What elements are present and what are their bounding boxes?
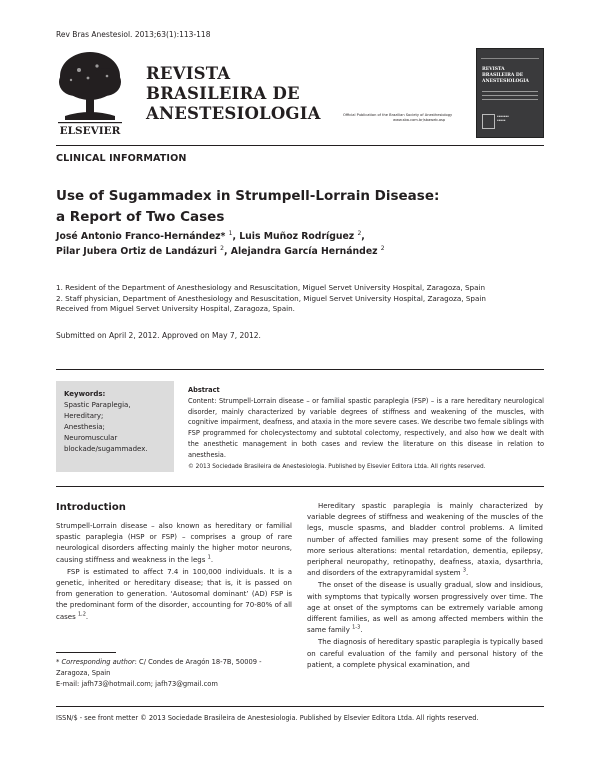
- publisher-name: ELSEVIER: [59, 125, 121, 136]
- section-label: CLINICAL INFORMATION: [56, 153, 187, 164]
- submission-dates: Submitted on April 2, 2012. Approved on May 7, 2012.: [56, 331, 261, 340]
- journal-title: REVISTA BRASILEIRA DE ANESTESIOLOGIA: [146, 64, 321, 123]
- article-title: Use of Sugammadex in Strumpell-Lorrain Disease: a Report of Two Cases: [56, 188, 440, 225]
- cover-image: [482, 114, 495, 129]
- header-rule: [56, 145, 544, 146]
- affiliations: 1. Resident of the Department of Anesthesiology and Resuscitation, Miguel Servet University Hospital, Zaragoza, Spain 2. Staff physician, Department of Anesthesiology and Resuscitation, Miguel Servet University Hospital, Zaragoza, Spain Received from Miguel Servet University Hospital, Zaragoza, Spain.: [56, 283, 486, 313]
- corresponding-author-footnote: * Corresponding author: C/ Condes de Aragón 18-7B, 50009 - Zaragoza, Spain E-mail: jafh73@hotmail.com; jafh73@gmail.com: [56, 658, 262, 688]
- introduction-heading: Introduction: [56, 502, 126, 513]
- elsevier-tree-logo: [55, 46, 125, 136]
- journal-cover-thumbnail: REVISTA BRASILEIRA DE ANESTESIOLOGIA ▪▪▪▪▪▪▪ ▪▪▪▪▪: [476, 48, 544, 138]
- introduction-text: Strumpell-Lorrain disease – also known as hereditary or familial spastic paraplegia (HSP or FSP) – comprises a group of rare neurological disorders affecting mainly the higher motor neurons, causing stiffness and weakness in the legs $^1$. FSP is estimated to affect 7.4 in 100,000 individuals. It is a genetic, inherited or hereditary disease; that is, it is passed on from generation to generation. ‘Autosomal dominant’ (AD) FSP is the predominant form of the disorder, accounting for 70-80% of all cases $^{1,2}$.: [56, 522, 292, 621]
- issn-footer: ISSN/$ - see front metter © 2013 Sociedade Brasileira de Anestesiologia. Published by Elsevier Editora Ltda. All rights reserved.: [56, 714, 479, 722]
- cover-title: REVISTA BRASILEIRA DE ANESTESIOLOGIA: [482, 67, 529, 84]
- abstract: Abstract Content: Strumpell-Lorrain disease – or familial spastic paraplegia (FSP) – is a rare hereditary neurological disorder, mainly characterized by variable degrees of stiffness and weakening of the muscles, with cognitive impairment, deafness, and ataxia in the more severe cases. We describe two female siblings with FSP programmed for cholecystectomy and subtotal colectomy, respectively, and also how we dealt with the anesthetic management in both cases and review the literature on this disease in relation to anesthesia. © 2013 Sociedade Brasileira de Anestesiologia. Published by Elsevier Editora Ltda. All rights reserved.: [188, 386, 544, 470]
- author-list: José Antonio Franco-Hernández* $^1$, Luis Muñoz Rodríguez $^2$, Pilar Jubera Ortiz de Landázuri $^2$, Alejandra García Hernández $^2$: [56, 229, 385, 257]
- official-publication-note: Official Publication of the Brazilian Society of Anesthesiology www.sba.com.br/sbaweb.asp: [343, 113, 453, 122]
- footnote-rule: [56, 652, 116, 653]
- footer-rule: [56, 706, 544, 707]
- keywords: Keywords: Spastic Paraplegia, Hereditary; Anesthesia; Neuromuscular blockade/sugammadex.: [64, 390, 148, 453]
- right-column-text: Hereditary spastic paraplegia is mainly characterized by variable degrees of stiffness and weakening of the muscles of the legs, muscle spasms, and bladder control problems. A limited number of affected families may present some of the following more serious alterations: mental retardation, dementia, epilepsy, peripheral neuropathy, retinopathy, deafness, ataxia, dysarthria, and disorders of the extrapyramidal system $^3$. The onset of the disease is usually gradual, slow and insidious, with symptoms that typically worsen progressively over time. The age at onset of the symptoms can be extremely variable among different families, as well as among affected members within the same family $^{1-3}$. The diagnosis of hereditary spastic paraplegia is typically based on careful evaluation of the family and personal history of the patient, a complete physical examination, and: [307, 502, 543, 669]
- abstract-top-rule: [56, 369, 544, 370]
- journal-citation: Rev Bras Anestesiol. 2013;63(1):113-118: [56, 30, 211, 39]
- abstract-bottom-rule: [56, 486, 544, 487]
